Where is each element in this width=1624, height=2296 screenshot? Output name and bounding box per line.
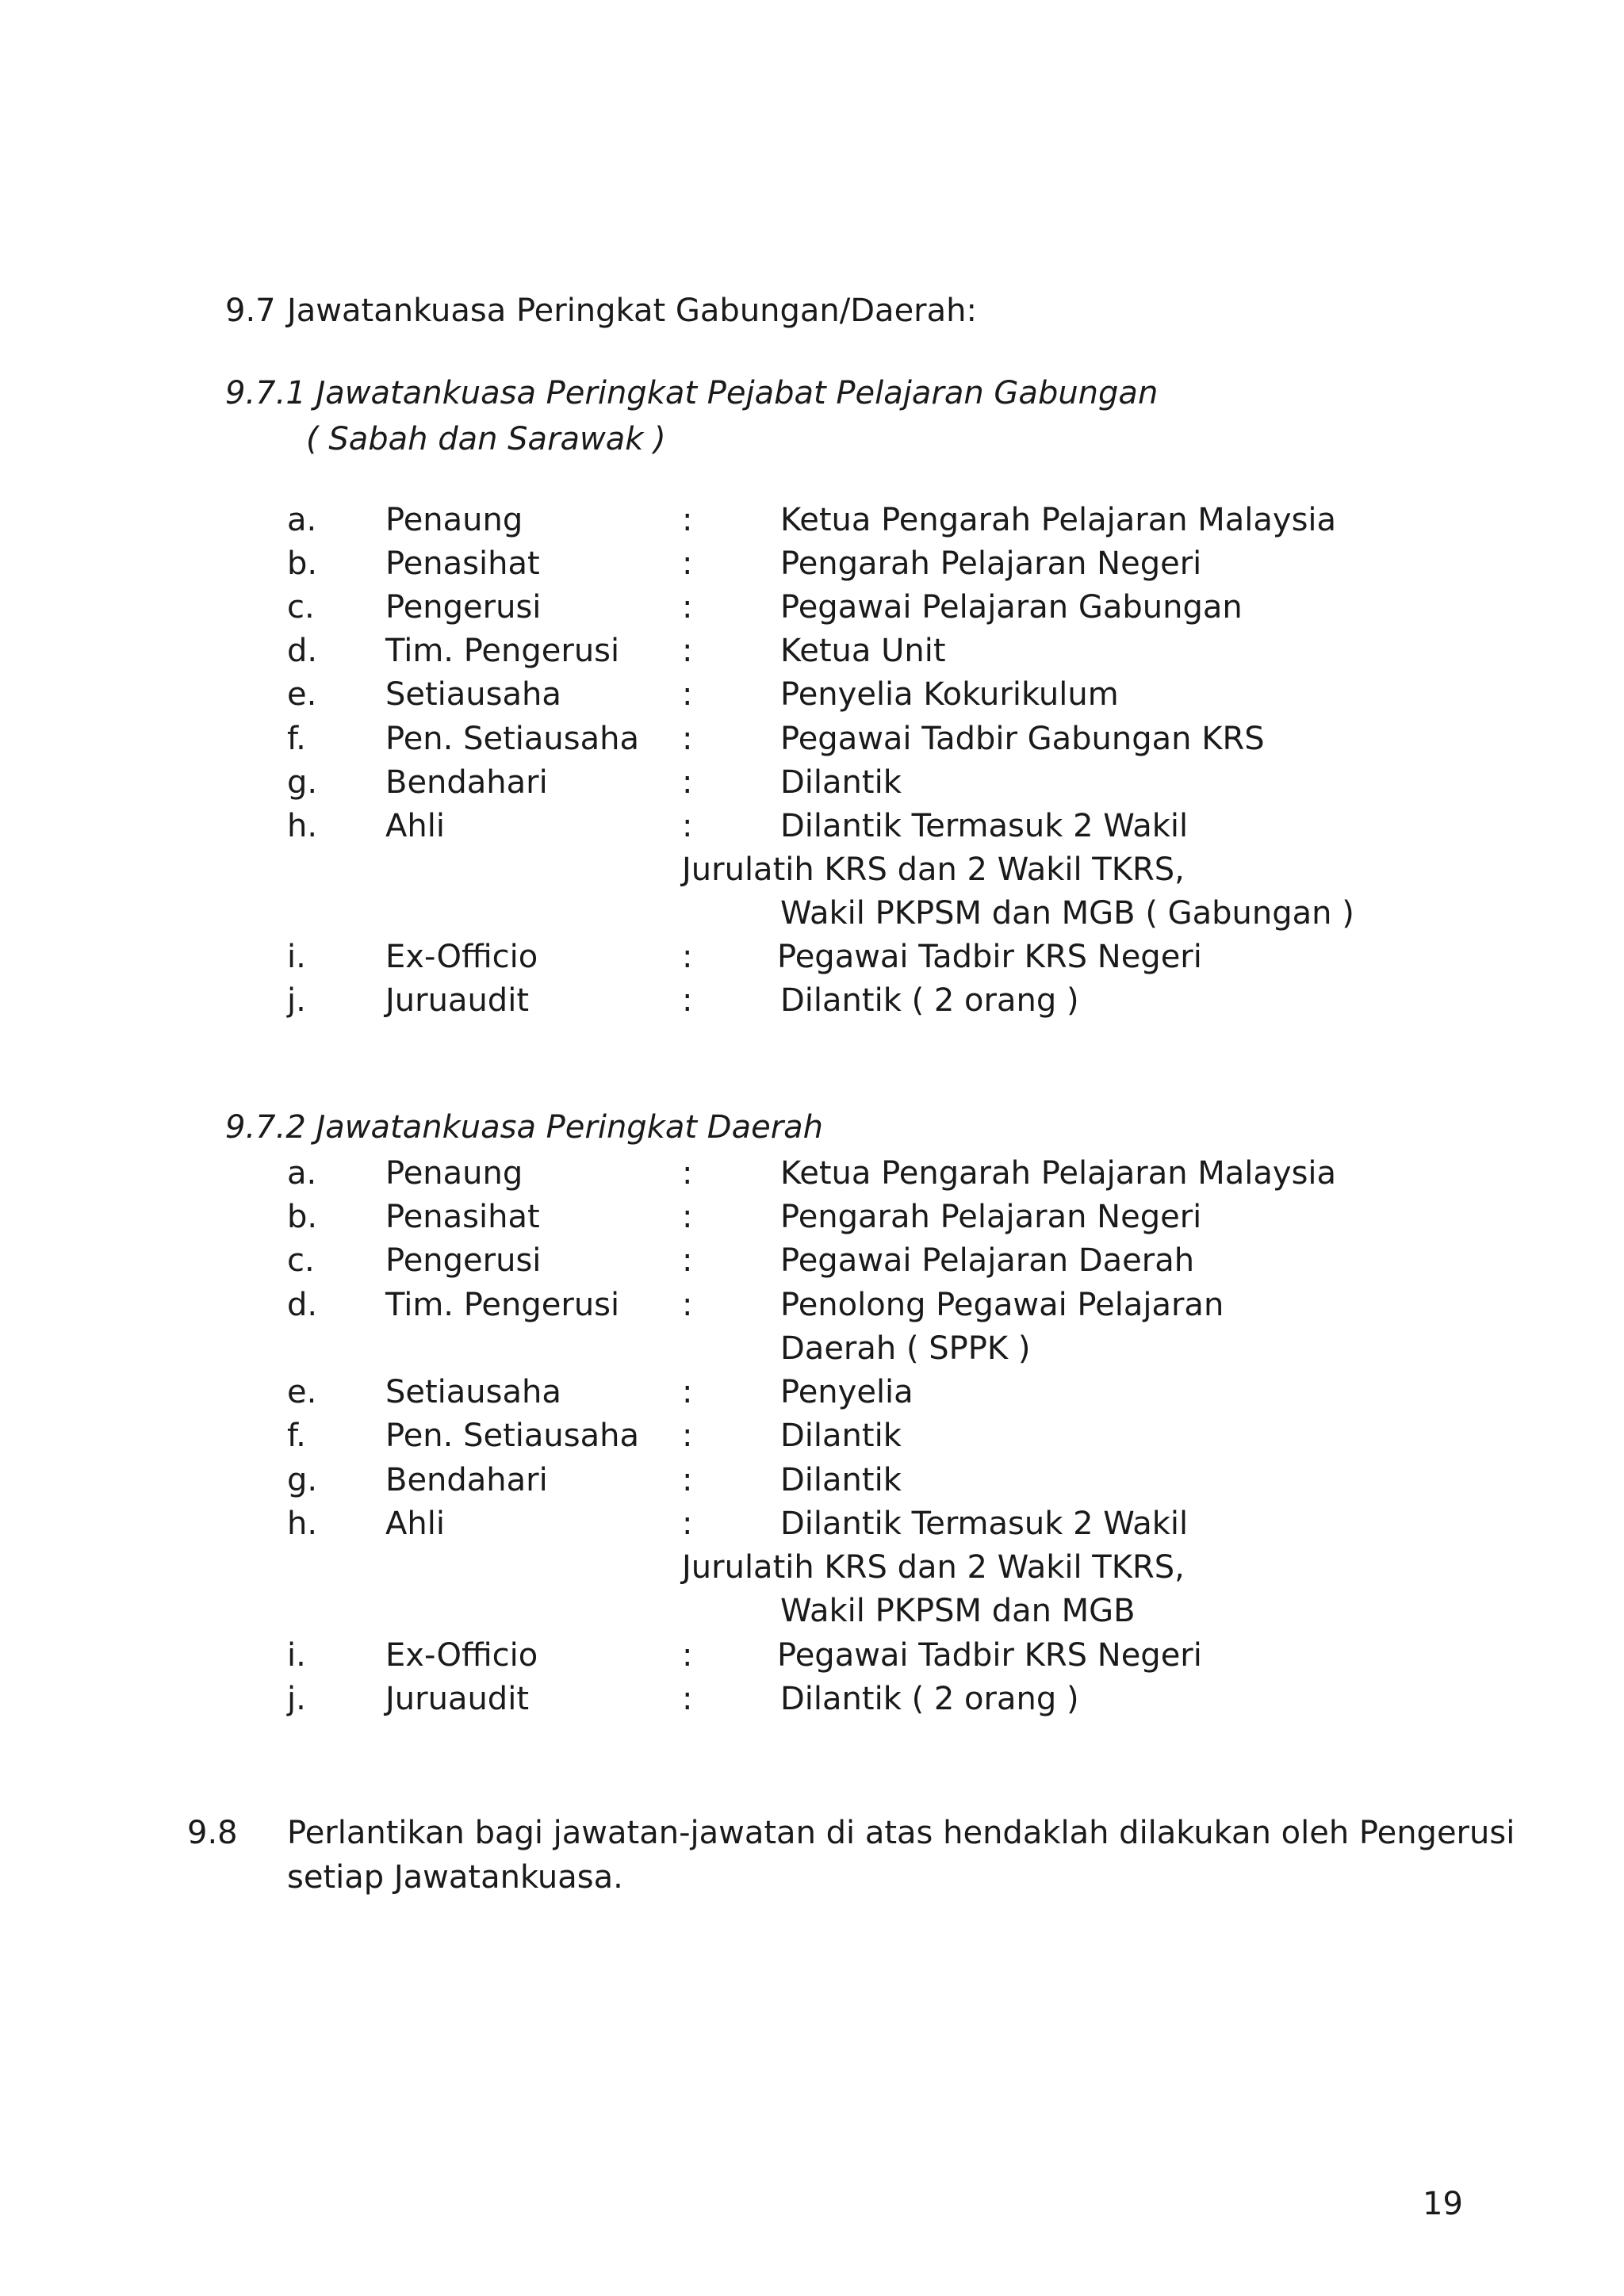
row-value: Dilantik <box>780 1418 902 1454</box>
table-row <box>0 1505 1624 1543</box>
table-row <box>0 1680 1624 1718</box>
table-row <box>0 982 1624 1020</box>
row-role: Pen. Setiausaha <box>385 721 639 757</box>
section-9-8-number: 9.8 <box>187 1815 238 1851</box>
row-role: Bendahari <box>385 1462 548 1498</box>
row-value: Pegawai Pelajaran Daerah <box>780 1242 1195 1279</box>
row-separator: : <box>682 1681 693 1717</box>
table-row <box>0 501 1624 539</box>
row-separator: : <box>682 502 693 538</box>
row-role: Bendahari <box>385 764 548 801</box>
row-letter: b. <box>287 545 318 582</box>
row-separator: : <box>682 939 693 975</box>
row-letter: h. <box>287 808 318 844</box>
row-letter: a. <box>287 502 317 538</box>
row-role: Ex-Officio <box>385 1637 538 1674</box>
row-role: Penasihat <box>385 545 540 582</box>
row-letter: a. <box>287 1155 317 1192</box>
row-separator: : <box>682 545 693 582</box>
row-value: Dilantik Termasuk 2 Wakil <box>780 808 1189 844</box>
row-value: Dilantik ( 2 orang ) <box>780 1681 1079 1717</box>
row-role: Tim. Pengerusi <box>385 633 620 669</box>
row-value: Dilantik <box>780 764 902 801</box>
row-value: Dilantik ( 2 orang ) <box>780 982 1079 1019</box>
table-row <box>0 1373 1624 1411</box>
row-value: Dilantik Termasuk 2 Wakil <box>780 1506 1189 1542</box>
section-9-7-title: Jawatankuasa Peringkat Gabungan/Daerah: <box>287 293 977 329</box>
table-row <box>0 1154 1624 1192</box>
row-value: Pengarah Pelajaran Negeri <box>780 545 1202 582</box>
row-value: Penyelia Kokurikulum <box>780 676 1119 713</box>
row-separator: : <box>682 764 693 801</box>
page-number: 19 <box>1423 2186 1463 2222</box>
row-role: Ahli <box>385 1506 445 1542</box>
row-letter: e. <box>287 676 317 713</box>
row-role: Pengerusi <box>385 1242 542 1279</box>
row-letter: i. <box>287 939 306 975</box>
table-row <box>0 632 1624 670</box>
row-role: Setiausaha <box>385 676 561 713</box>
row-value: Ketua Pengarah Pelajaran Malaysia <box>780 1155 1337 1192</box>
row-value: Pegawai Tadbir KRS Negeri <box>777 939 1202 975</box>
table-row <box>0 720 1624 758</box>
row-value: Penyelia <box>780 1374 914 1410</box>
table-row <box>0 1198 1624 1236</box>
row-role: Juruaudit <box>385 982 529 1019</box>
row-value: Ketua Pengarah Pelajaran Malaysia <box>780 502 1337 538</box>
section-9-7-2-title: 9.7.2 Jawatankuasa Peringkat Daerah <box>225 1109 824 1146</box>
row-letter: b. <box>287 1199 318 1235</box>
row-letter: d. <box>287 633 318 669</box>
row-separator: : <box>682 808 693 844</box>
row-letter: j. <box>287 1681 306 1717</box>
table-row <box>0 545 1624 583</box>
row-role: Tim. Pengerusi <box>385 1287 620 1323</box>
row-separator: : <box>682 721 693 757</box>
section-9-8-line-1: Perlantikan bagi jawatan-jawatan di atas hendaklah dilakukan oleh Pengerusi <box>287 1815 1515 1851</box>
row-value-continuation: Jurulatih KRS dan 2 Wakil TKRS, <box>682 1549 1185 1586</box>
row-role: Pengerusi <box>385 589 542 626</box>
row-separator: : <box>682 1242 693 1279</box>
row-value: Pegawai Tadbir KRS Negeri <box>777 1637 1202 1674</box>
row-letter: g. <box>287 1462 318 1498</box>
row-separator: : <box>682 1506 693 1542</box>
row-value: Ketua Unit <box>780 633 946 669</box>
table-row <box>0 1286 1624 1324</box>
table-row <box>0 938 1624 976</box>
table-row <box>0 1636 1624 1674</box>
row-letter: i. <box>287 1637 306 1674</box>
row-letter: g. <box>287 764 318 801</box>
row-letter: h. <box>287 1506 318 1542</box>
row-value-continuation: Daerah ( SPPK ) <box>780 1330 1031 1367</box>
row-role: Penasihat <box>385 1199 540 1235</box>
row-role: Penaung <box>385 502 523 538</box>
row-role: Ex-Officio <box>385 939 538 975</box>
row-role: Penaung <box>385 1155 523 1192</box>
section-9-7-number: 9.7 <box>225 293 276 329</box>
row-role: Setiausaha <box>385 1374 561 1410</box>
table-row <box>0 675 1624 714</box>
row-letter: c. <box>287 1242 315 1279</box>
row-value-continuation: Wakil PKPSM dan MGB ( Gabungan ) <box>780 895 1354 932</box>
row-separator: : <box>682 1462 693 1498</box>
row-separator: : <box>682 1287 693 1323</box>
row-separator: : <box>682 982 693 1019</box>
section-9-8-line-2: setiap Jawatankuasa. <box>287 1859 623 1896</box>
row-separator: : <box>682 676 693 713</box>
table-row <box>0 588 1624 626</box>
table-row <box>0 1242 1624 1280</box>
row-separator: : <box>682 1155 693 1192</box>
row-value: Pegawai Pelajaran Gabungan <box>780 589 1243 626</box>
row-value-continuation: Jurulatih KRS dan 2 Wakil TKRS, <box>682 851 1185 888</box>
row-separator: : <box>682 633 693 669</box>
row-value: Dilantik <box>780 1462 902 1498</box>
row-role: Juruaudit <box>385 1681 529 1717</box>
table-row <box>0 807 1624 845</box>
table-row <box>0 763 1624 802</box>
row-letter: f. <box>287 721 306 757</box>
row-separator: : <box>682 1637 693 1674</box>
row-letter: f. <box>287 1418 306 1454</box>
row-separator: : <box>682 1418 693 1454</box>
row-letter: j. <box>287 982 306 1019</box>
row-separator: : <box>682 589 693 626</box>
table-row <box>0 1417 1624 1455</box>
section-9-7-1-title: 9.7.1 Jawatankuasa Peringkat Pejabat Pelajaran Gabungan <box>225 375 1159 411</box>
table-row <box>0 1461 1624 1499</box>
row-role: Pen. Setiausaha <box>385 1418 639 1454</box>
row-letter: e. <box>287 1374 317 1410</box>
row-role: Ahli <box>385 808 445 844</box>
row-value: Pengarah Pelajaran Negeri <box>780 1199 1202 1235</box>
row-value: Penolong Pegawai Pelajaran <box>780 1287 1224 1323</box>
row-separator: : <box>682 1374 693 1410</box>
row-separator: : <box>682 1199 693 1235</box>
row-value: Pegawai Tadbir Gabungan KRS <box>780 721 1265 757</box>
row-letter: d. <box>287 1287 318 1323</box>
section-9-7-1-subtitle: ( Sabah dan Sarawak ) <box>306 421 666 457</box>
row-value-continuation: Wakil PKPSM dan MGB <box>780 1593 1136 1629</box>
row-letter: c. <box>287 589 315 626</box>
